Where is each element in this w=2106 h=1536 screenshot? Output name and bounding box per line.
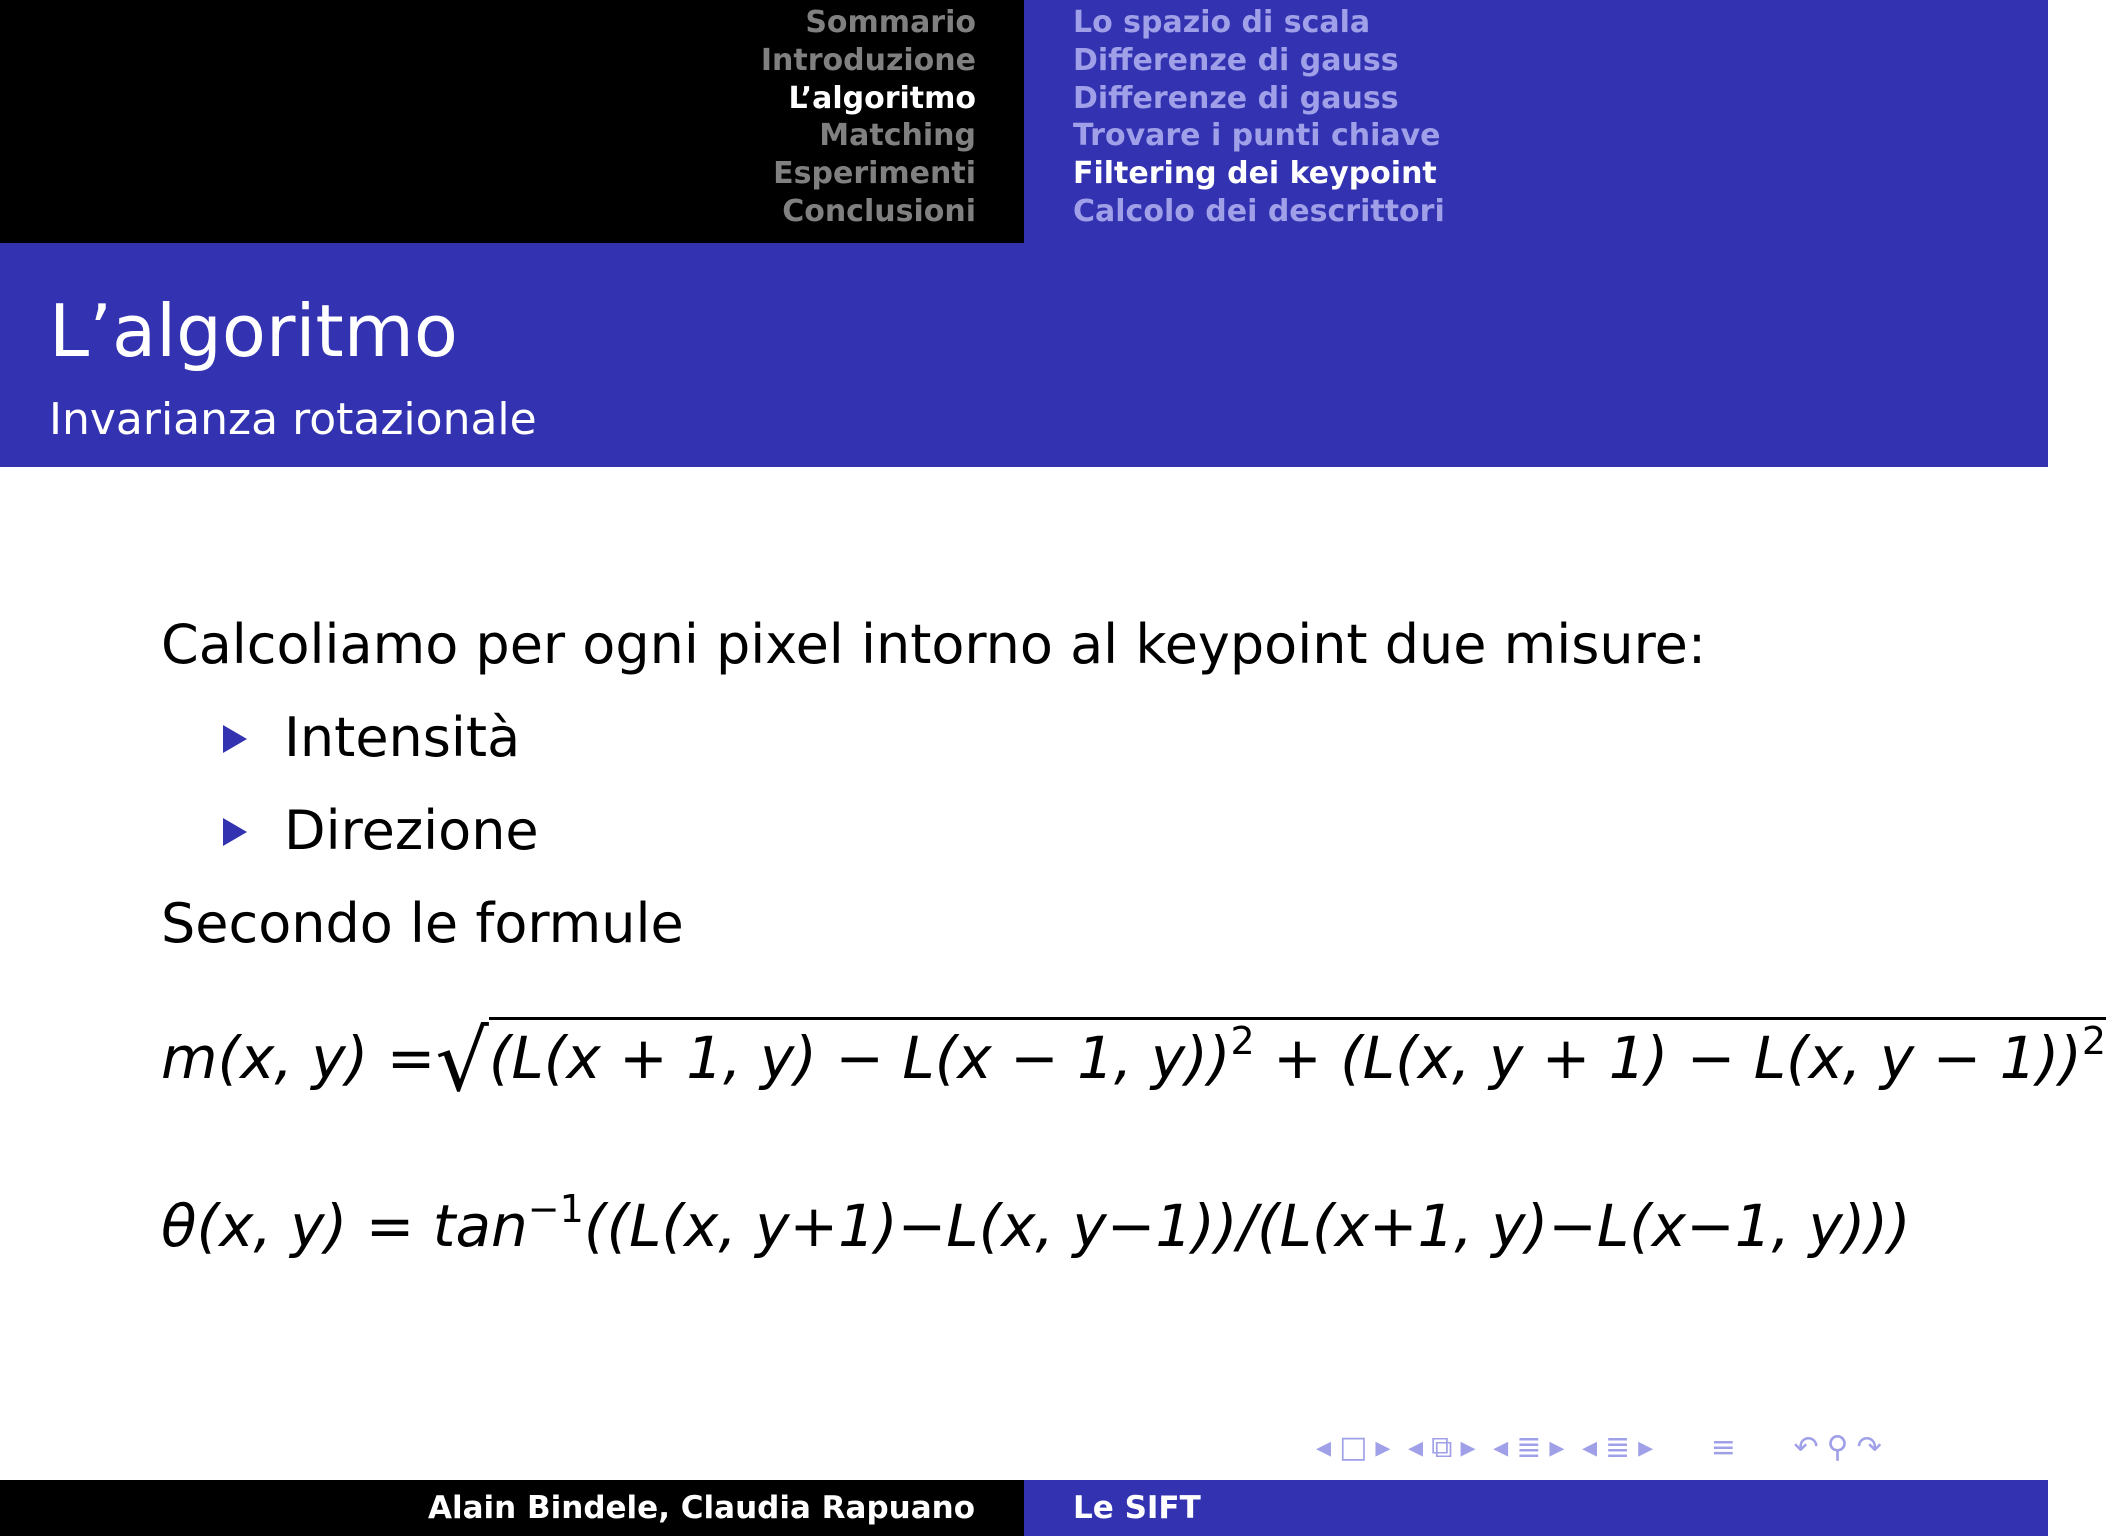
bullet-item-intensita: Intensità <box>284 706 521 769</box>
search-icon[interactable]: ⚲ <box>1826 1430 1849 1465</box>
formula-direction <box>161 1187 1911 1260</box>
nav-next-icon[interactable]: ▸ <box>1375 1430 1391 1465</box>
beamer-navigation <box>1316 1430 1890 1465</box>
exponent-a: 2 <box>1230 1019 1255 1063</box>
nav-section-esperimenti[interactable]: Esperimenti <box>773 156 976 192</box>
frame-icon[interactable]: □ <box>1339 1430 1368 1465</box>
formulas-intro-text: Secondo le formule <box>161 892 684 955</box>
radicand-term-b: (L(x, y + 1) − L(x, y − 1)) <box>1340 1024 2082 1092</box>
nav-prev-icon[interactable]: ◂ <box>1408 1430 1424 1465</box>
direction-rhs: ((L(x, y+1)−L(x, y−1))/(L(x+1, y)−L(x−1, y))) <box>583 1192 1911 1260</box>
footer-title-panel <box>1024 1480 2048 1536</box>
footer-short-title: Le SIFT <box>1073 1490 1201 1526</box>
subsection-icon[interactable]: ⧉ <box>1431 1430 1453 1465</box>
nav-prev-icon[interactable]: ◂ <box>1493 1430 1509 1465</box>
nav-subsection-differenze-gauss-2[interactable]: Differenze di gauss <box>1073 80 1399 116</box>
exponent-b: 2 <box>2081 1019 2106 1063</box>
nav-next-icon[interactable]: ▸ <box>1549 1430 1565 1465</box>
nav-subsection-descrittori[interactable]: Calcolo dei descrittori <box>1073 193 1445 229</box>
plus-sign: + <box>1273 1024 1322 1092</box>
nav-section-algoritmo[interactable]: L’algoritmo <box>788 80 976 116</box>
footer-authors-panel <box>0 1480 1024 1536</box>
intro-text: Calcoliamo per ogni pixel intorno al keypoint due misure: <box>161 613 1707 676</box>
direction-exponent: −1 <box>527 1187 584 1231</box>
subsection-nav <box>1024 0 2048 243</box>
bullet-triangle-icon <box>223 818 247 846</box>
section-list <box>761 4 976 231</box>
nav-prev-icon[interactable]: ◂ <box>1581 1430 1597 1465</box>
nav-next-icon[interactable]: ▸ <box>1460 1430 1476 1465</box>
formula-magnitude <box>161 1012 2106 1110</box>
sqrt-symbol: √ <box>435 1012 489 1110</box>
subsection-list <box>1073 4 1445 231</box>
nav-section-introduzione[interactable]: Introduzione <box>760 42 976 78</box>
nav-subsection-punti-chiave[interactable]: Trovare i punti chiave <box>1073 118 1441 154</box>
section-icon[interactable]: ≣ <box>1516 1430 1542 1465</box>
nav-subsection-spazio-scala[interactable]: Lo spazio di scala <box>1073 5 1371 40</box>
direction-lhs: θ(x, y) = tan <box>161 1192 528 1260</box>
nav-section-sommario[interactable]: Sommario <box>805 5 976 40</box>
section-nav <box>0 0 1024 243</box>
nav-subsection-differenze-gauss-1[interactable]: Differenze di gauss <box>1073 42 1399 78</box>
sqrt-radicand <box>489 1017 2106 1092</box>
footer-authors: Alain Bindele, Claudia Rapuano <box>427 1490 975 1526</box>
redo-icon[interactable]: ↷ <box>1856 1430 1882 1465</box>
nav-next-icon[interactable]: ▸ <box>1638 1430 1654 1465</box>
nav-subsection-filtering[interactable]: Filtering dei keypoint <box>1073 156 1437 192</box>
nav-section-matching[interactable]: Matching <box>819 118 976 154</box>
nav-prev-icon[interactable]: ◂ <box>1316 1430 1332 1465</box>
magnitude-lhs: m(x, y) = <box>161 1024 436 1092</box>
bullet-triangle-icon <box>223 725 247 753</box>
document-icon[interactable]: ≣ <box>1605 1430 1631 1465</box>
align-icon[interactable]: ≡ <box>1710 1430 1736 1465</box>
frame-subtitle: Invarianza rotazionale <box>49 394 537 445</box>
undo-icon[interactable]: ↶ <box>1793 1430 1819 1465</box>
radicand-term-a: (L(x + 1, y) − L(x − 1, y)) <box>488 1024 1231 1092</box>
frame-title: L’algoritmo <box>49 289 458 373</box>
bullet-item-direzione: Direzione <box>284 799 539 862</box>
nav-section-conclusioni[interactable]: Conclusioni <box>782 193 976 229</box>
